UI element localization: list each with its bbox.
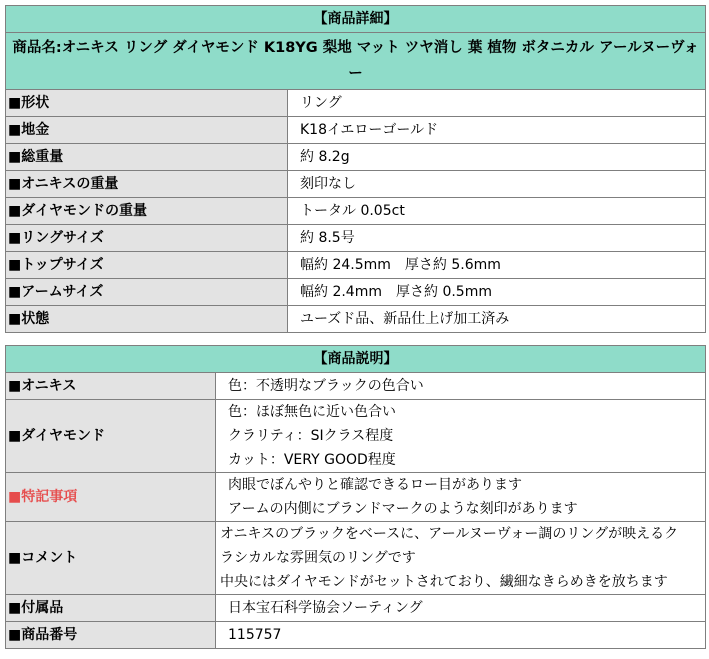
diamond-line: 色：ほぼ無色に近い色合い xyxy=(228,404,396,420)
detail-value: リング xyxy=(288,90,706,117)
detail-value: 約 8.5号 xyxy=(288,225,706,252)
accessories-label: ■付属品 xyxy=(6,595,216,622)
comment-line: ラシカルな雰囲気のリングです xyxy=(220,550,416,566)
product-description-table xyxy=(5,345,706,649)
detail-label: ■トップサイズ xyxy=(6,252,288,279)
detail-value: トータル 0.05ct xyxy=(288,198,706,225)
diamond-label: ■ダイヤモンド xyxy=(6,400,216,473)
detail-label: ■地金 xyxy=(6,117,288,144)
diamond-value xyxy=(216,400,706,473)
detail-value: 刻印なし xyxy=(288,171,706,198)
notes-value xyxy=(216,473,706,522)
comment-label: ■コメント xyxy=(6,522,216,595)
description-header: 【商品説明】 xyxy=(6,346,706,373)
notes-line: 肉眼でぼんやりと確認できるロー目があります xyxy=(228,477,522,493)
item-number-value xyxy=(216,622,706,649)
detail-label: ■アームサイズ xyxy=(6,279,288,306)
item-number-label: ■商品番号 xyxy=(6,622,216,649)
detail-value: 幅約 24.5mm 厚さ約 5.6mm xyxy=(288,252,706,279)
detail-value: 約 8.2g xyxy=(288,144,706,171)
notes-line: アームの内側にブランドマークのような刻印があります xyxy=(228,501,578,517)
diamond-line: クラリティ：SIクラス程度 xyxy=(228,428,394,444)
comment-value xyxy=(216,522,706,595)
product-details-table xyxy=(5,5,706,333)
detail-label: ■形状 xyxy=(6,90,288,117)
accessories-value xyxy=(216,595,706,622)
comment-line: オニキスのブラックをベースに、アールヌーヴォー調のリングが映えるク xyxy=(220,526,679,542)
details-header: 【商品詳細】 xyxy=(6,6,706,33)
detail-value: ユーズド品、新品仕上げ加工済み xyxy=(288,306,706,333)
accessories-line: 日本宝石科学協会ソーティング xyxy=(228,600,423,616)
product-name: 商品名:オニキス リング ダイヤモンド K18YG 梨地 マット ツヤ消し 葉 植物 ボタニカル アールヌーヴォー xyxy=(6,33,706,90)
detail-label: ■ダイヤモンドの重量 xyxy=(6,198,288,225)
onyx-label: ■オニキス xyxy=(6,373,216,400)
item-number-line: 115757 xyxy=(228,627,282,643)
onyx-value xyxy=(216,373,706,400)
onyx-line: 色：不透明なブラックの色合い xyxy=(228,378,424,394)
detail-label: ■リングサイズ xyxy=(6,225,288,252)
diamond-line: カット：VERY GOOD程度 xyxy=(228,452,396,468)
notes-label: ■特記事項 xyxy=(6,473,216,522)
detail-label: ■総重量 xyxy=(6,144,288,171)
detail-label: ■オニキスの重量 xyxy=(6,171,288,198)
detail-label: ■状態 xyxy=(6,306,288,333)
detail-value: K18イエローゴールド xyxy=(288,117,706,144)
comment-line: 中央にはダイヤモンドがセットされており、繊細なきらめきを放ちます xyxy=(220,574,668,590)
detail-value: 幅約 2.4mm 厚さ約 0.5mm xyxy=(288,279,706,306)
